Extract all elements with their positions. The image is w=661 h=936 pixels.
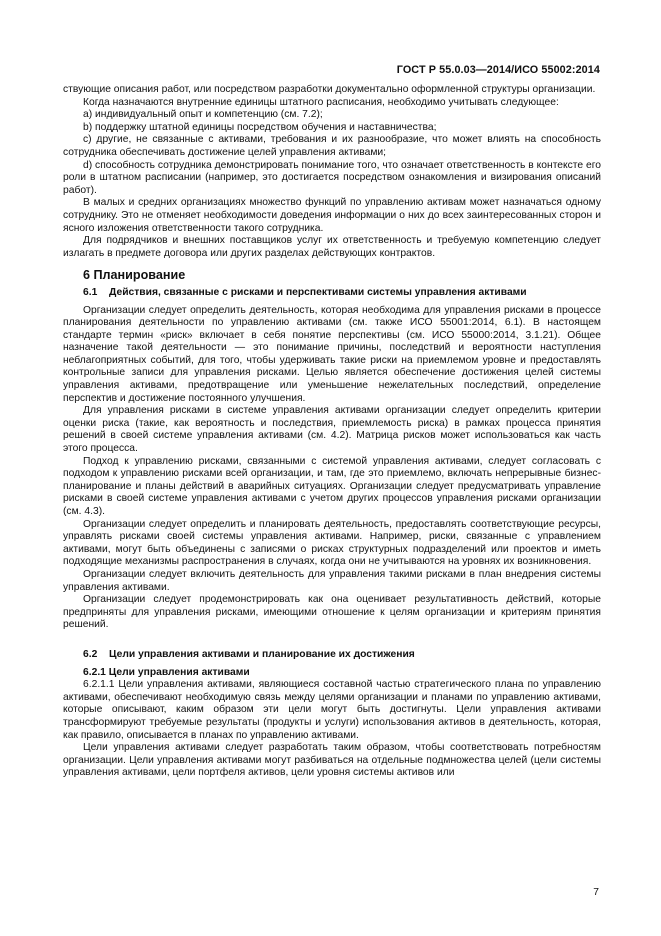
subsection-title: Цели управления активами и планирование их достижения <box>109 648 415 660</box>
paragraph: Подход к управлению рисками, связанными с системой управления активами, следует согласовать с подходом к управлению рисками всей организации, и там, где это приемлемо, включать непрерывные бизнес-планирование и планы действий в аварийных ситуациях. Организации следует предусматривать управление рисками в своей системе управления активами с учетом других процессов управления рисками организации (см. 4.3). <box>63 455 601 517</box>
paragraph: Организации следует включить деятельность для управления такими рисками в план внедрения системы управления активами. <box>63 568 601 593</box>
page-number: 7 <box>593 887 599 898</box>
document-header: ГОСТ Р 55.0.03—2014/ИСО 55002:2014 <box>396 64 600 76</box>
document-body <box>63 84 601 780</box>
list-item: c) другие, не связанные с активами, требования и их разнообразие, что может влиять на способность сотрудника обеспечивать достижение целей управления активами; <box>63 134 601 158</box>
subsection-heading <box>83 287 601 300</box>
list-item: d) способность сотрудника демонстрировать понимание того, что означает ответственность в контексте его роли в штатном расписании (например, это достигается посредством ознакомления и визирования описаний работ). <box>63 159 601 196</box>
paragraph: Для управления рисками в системе управления активами организации следует определить критерии оценки риска (такие, как вероятность и последствия, приемлемость риска) в рамках процесса принятия решений в своей системе управления активами (см. 4.2). Матрица рисков может использоваться как часть этого процесса. <box>63 405 601 455</box>
subsection-title: Действия, связанные с рисками и перспективами системы управления активами <box>109 286 527 298</box>
paragraph: Для подрядчиков и внешних поставщиков услуг их ответственность и требуемую компетенцию следует излагать в предмете договора или других разделах действующих контрактов. <box>63 235 601 259</box>
subsection-number: 6.2 <box>83 648 98 660</box>
paragraph: Организации следует определить деятельность, которая необходима для управления рисками в процессе планирования деятельности по управлению активами (см. также ИСО 55001:2014, 6.1). В настоящем стандарте термин «риск» включает в себя понятие перспективы (см. ИСО 55000:2014, 3.1.21). Общее назначение такой деятельности — это понимание причины, последствий и вероятности наступления неблагоприятных событий, для того, чтобы удерживать такие риски на приемлемом уровне и предоставлять контрольные записи для управления рисками. Целью является обеспечение достижения целей системы управления активами, предотвращение или уменьшение нежелательных последствий, определение перспектив и достижение постоянного улучшения. <box>63 304 601 404</box>
paragraph: ствующие описания работ, или посредством разработки документально оформленной структуры организации. <box>63 84 596 95</box>
paragraph: Организации следует определить и планировать деятельность, предоставлять соответствующие ресурсы, управлять рисками своей системы управления активами. Например, риски, связанные с управлением активами, могут быть объединены с записями о рисках структурных подразделений или проектов и иметь подходящие механизмы распространения в случаях, когда они не учитываются на уровнях их возникновения. <box>63 518 601 568</box>
paragraph: Цели управления активами следует разработать таким образом, чтобы соответствовать потребностям организации. Цели управления активами могут разбиваться на отдельные подмножества целей (цели системы управления активами, цели портфеля активов, цели уровня системы активов или <box>63 742 601 779</box>
paragraph: Организации следует продемонстрировать как она оценивает результативность действий, которые предприняты для управления рисками, имеющими отношение к целям организации и критериям принятия решений. <box>63 594 601 631</box>
subsubsection-heading: 6.2.1 Цели управления активами <box>83 666 250 678</box>
list-item: b) поддержку штатной единицы посредством обучения и наставничества; <box>83 121 437 133</box>
spacer <box>63 632 601 644</box>
section-heading: 6 Планирование <box>83 268 186 283</box>
paragraph: Когда назначаются внутренние единицы штатного расписания, необходимо учитывать следующее: <box>83 96 559 108</box>
subsection-heading <box>83 649 601 662</box>
list-item: a) индивидуальный опыт и компетенцию (см. 7.2); <box>83 109 323 121</box>
subsection-number: 6.1 <box>83 286 98 298</box>
paragraph: В малых и средних организациях множество функций по управлению активам может назначаться одному сотруднику. Это не отменяет необходимости доведения информации о них до всех заинтересованных сторон и ясного изложения ответственности такого сотрудника. <box>63 197 601 234</box>
paragraph: 6.2.1.1 Цели управления активами, являющиеся составной частью стратегического плана по управлению активами, обеспечивают необходимую связь между целями организации и планами по управлению активами, которые описывают, каким образом эти цели могут быть достигнуты. Цели управления активами трансформируют требуемые результаты (продукты и услуги) использования активов в деятельность, которая, как правило, описывается в планах по управлению активами. <box>63 679 601 741</box>
